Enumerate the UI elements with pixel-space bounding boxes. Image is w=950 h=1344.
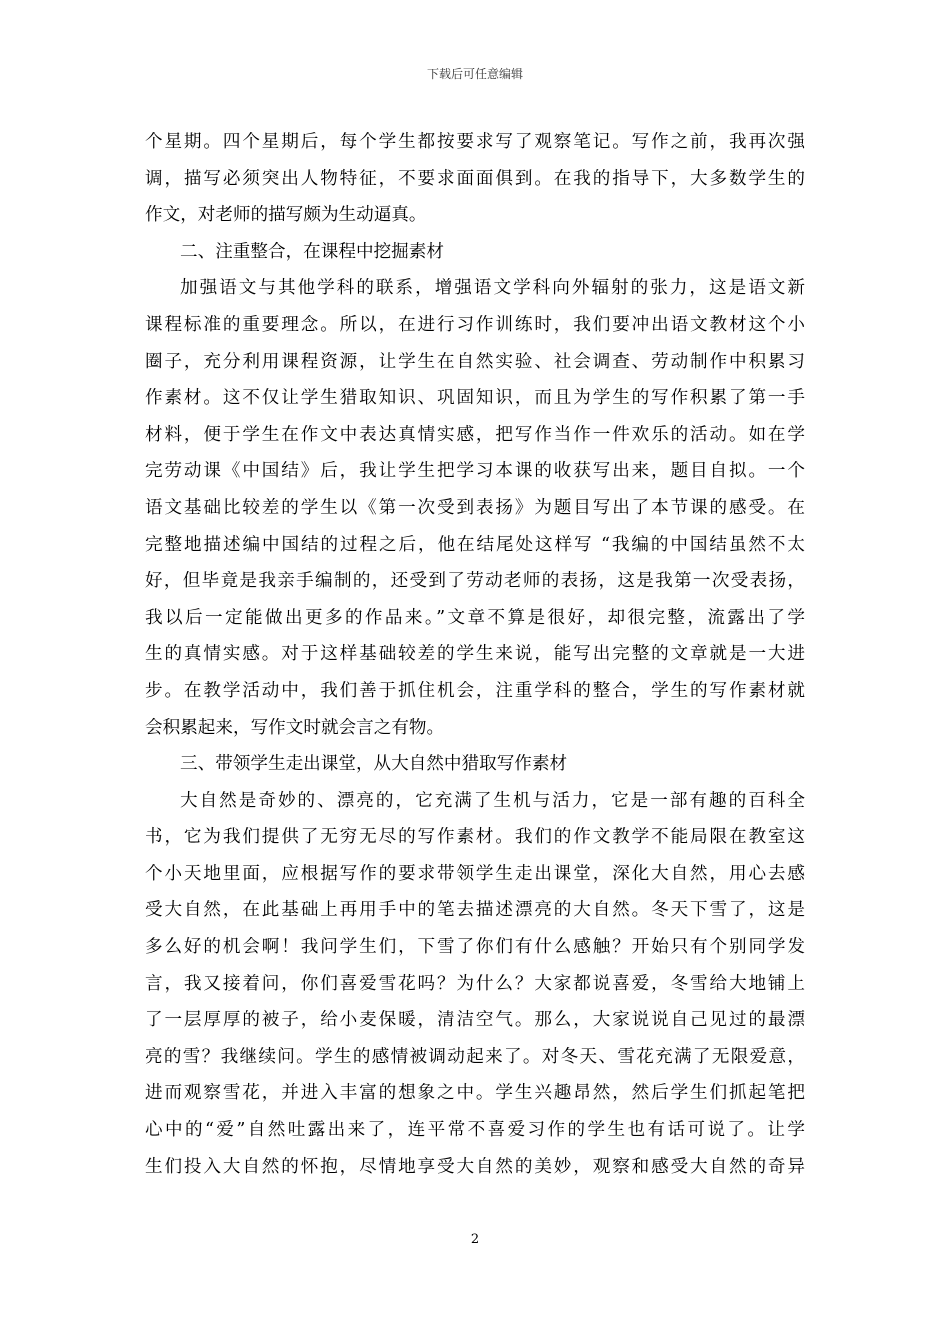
page-number: 2: [470, 1232, 480, 1247]
text-line: 受大自然，在此基础上再用手中的笔去描述漂亮的大自然。冬天下雪了，这是: [145, 900, 805, 921]
text-line: 生的真情实感。对于这样基础较差的学生来说，能写出完整的文章就是一大进: [145, 644, 805, 665]
text-line: 言，我又接着问，你们喜爱雪花吗？为什么？大家都说喜爱，冬雪给大地铺上: [145, 973, 805, 994]
text-line: 作文，对老师的描写颇为生动逼真。: [145, 205, 427, 226]
text-line: 进而观察雪花，并进入丰富的想象之中。学生兴趣昂然，然后学生们抓起笔把: [145, 1083, 805, 1104]
text-line: 个小天地里面，应根据写作的要求带领学生走出课堂，深化大自然，用心去感: [145, 863, 805, 884]
text-line: 好，但毕竟是我亲手编制的，还受到了劳动老师的表扬，这是我第一次受表扬，: [145, 571, 805, 592]
text-line: 语文基础比较差的学生以《第一次受到表扬》为题目写出了本节课的感受。在: [145, 497, 805, 518]
text-line: 心中的“爱”自然吐露出来了，连平常不喜爱习作的学生也有话可说了。让学: [145, 1120, 805, 1141]
document-body: [145, 124, 805, 1185]
text-line: 多么好的机会啊！我问学生们，下雪了你们有什么感触？开始只有个别同学发: [145, 937, 805, 958]
text-line: 我以后一定能做出更多的作品来。”文章不算是很好，却很完整，流露出了学: [145, 607, 805, 628]
text-line: 会积累起来，写作文时就会言之有物。: [145, 717, 445, 738]
text-line: 作素材。这不仅让学生猎取知识、巩固知识，而且为学生的写作积累了第一手: [145, 388, 805, 409]
text-line: 课程标准的重要理念。所以，在进行习作训练时，我们要冲出语文教材这个小: [145, 314, 805, 335]
section-heading: 三、带领学生走出课堂，从大自然中猎取写作素材: [180, 754, 568, 775]
text-line: 圈子，充分利用课程资源，让学生在自然实验、社会调查、劳动制作中积累习: [145, 351, 805, 372]
text-line: 步。在教学活动中，我们善于抓住机会，注重学科的整合，学生的写作素材就: [145, 680, 805, 701]
text-line: 亮的雪？我继续问。学生的感情被调动起来了。对冬天、雪花充满了无限爱意，: [145, 1046, 805, 1067]
text-line: 完整地描述编中国结的过程之后，他在结尾处这样写 “我编的中国结虽然不太: [145, 534, 805, 555]
text-line: 完劳动课《中国结》后，我让学生把学习本课的收获写出来，题目自拟。一个: [145, 461, 805, 482]
page-header: 下载后可任意编辑: [426, 67, 523, 81]
text-line: 材料，便于学生在作文中表达真情实感，把写作当作一件欢乐的活动。如在学: [145, 424, 805, 445]
text-line: 调，描写必须突出人物特征，不要求面面俱到。在我的指导下，大多数学生的: [145, 168, 805, 189]
section-heading: 二、注重整合，在课程中挖掘素材: [180, 241, 444, 262]
text-line: 加强语文与其他学科的联系，增强语文学科向外辐射的张力，这是语文新: [180, 278, 805, 299]
text-line: 大自然是奇妙的、漂亮的，它充满了生机与活力，它是一部有趣的百科全: [180, 790, 805, 811]
text-line: 生们投入大自然的怀抱，尽情地享受大自然的美妙，观察和感受大自然的奇异: [145, 1156, 805, 1177]
text-line: 了一层厚厚的被子，给小麦保暖，清洁空气。那么，大家说说自己见过的最漂: [145, 1010, 805, 1031]
text-line: 书，它为我们提供了无穷无尽的写作素材。我们的作文教学不能局限在教室这: [145, 827, 805, 848]
text-line: 个星期。四个星期后，每个学生都按要求写了观察笔记。写作之前，我再次强: [145, 132, 805, 152]
